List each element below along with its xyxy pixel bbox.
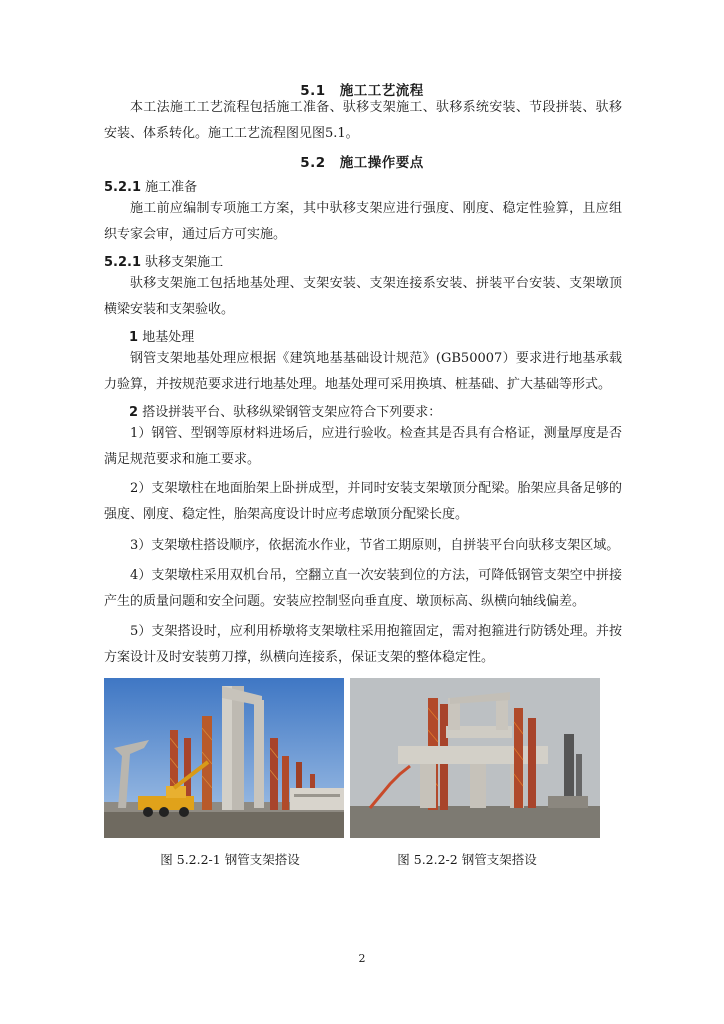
section-5-2-1-paragraph: 施工前应编制专项施工方案，其中驮移支架应进行强度、刚度、稳定性验算，且应组织专家会审，通过后方可实施。 <box>104 201 622 242</box>
section-5-2-1-title: 施工准备 <box>145 180 198 195</box>
item-1-paragraph: 钢管支架地基处理应根据《建筑地基基础设计规范》(GB50007）要求进行地基承载力验算，并按规范要求进行地基处理。地基处理可采用换填、桩基础、扩大基础等形式。 <box>104 351 622 392</box>
sub-item-3: 3）支架墩柱搭设顺序，依据流水作业，节省工期原则，自拼装平台向驮移支架区域。 <box>130 538 620 553</box>
section-5-2-1-heading <box>104 176 197 195</box>
section-5-2-2-number: 5.2.1 <box>104 255 142 270</box>
item-1-number: 1 <box>129 330 139 345</box>
section-5-2-1-number: 5.2.1 <box>104 180 142 195</box>
section-5-1-paragraph: 本工法施工工艺流程包括施工准备、驮移支架施工、驮移系统安装、节段拼装、驮移安装、体系转化。施工工艺流程图见图5.1。 <box>104 100 622 141</box>
sub-item-5: 5）支架搭设时，应利用桥墩将支架墩柱采用抱箍固定，需对抱箍进行防锈处理。并按方案设计及时安装剪刀撑，纵横向连接系，保证支架的整体稳定性。 <box>104 624 622 665</box>
sub-item-2: 2）支架墩柱在地面胎架上卧拼成型，并同时安装支架墩顶分配梁。胎架应具备足够的强度、刚度、稳定性，胎架高度设计时应考虑墩顶分配梁长度。 <box>104 481 622 522</box>
item-2-heading <box>129 401 441 420</box>
section-5-2-2-paragraph: 驮移支架施工包括地基处理、支架安装、支架连接系安装、拼装平台安装、支架墩顶横梁安装和支架验收。 <box>104 276 622 317</box>
figure-caption-1: 图 5.2.2-1 钢管支架搭设 <box>160 852 300 867</box>
section-5-2-title: 5.2 施工操作要点 <box>300 155 424 171</box>
sub-item-4: 4）支架墩柱采用双机台吊，空翻立直一次安装到位的方法，可降低钢管支架空中拼接产生的质量问题和安全问题。安装应控制竖向垂直度、墩顶标高、纵横向轴线偏差。 <box>104 568 622 609</box>
item-2-title: 搭设拼装平台、驮移纵梁钢管支架应符合下列要求： <box>142 405 442 420</box>
photo-steel-support-2-image <box>350 678 600 838</box>
photo-steel-support-1-image <box>104 678 344 838</box>
item-1-heading <box>129 326 194 345</box>
section-5-2-2-title: 驮移支架施工 <box>145 255 224 270</box>
item-2-number: 2 <box>129 405 139 420</box>
figure-caption-2: 图 5.2.2-2 钢管支架搭设 <box>397 852 537 867</box>
photo-steel-support-1 <box>104 678 344 838</box>
sub-item-1: 1）钢管、型钢等原材料进场后，应进行验收。检查其是否具有合格证，测量厚度是否满足规范要求和施工要求。 <box>104 426 622 467</box>
section-5-2-2-heading <box>104 251 223 270</box>
item-1-title: 地基处理 <box>142 330 195 345</box>
section-5-1-title: 5.1 施工工艺流程 <box>300 83 424 99</box>
photo-steel-support-2 <box>350 678 600 838</box>
page-number: 2 <box>358 952 366 965</box>
